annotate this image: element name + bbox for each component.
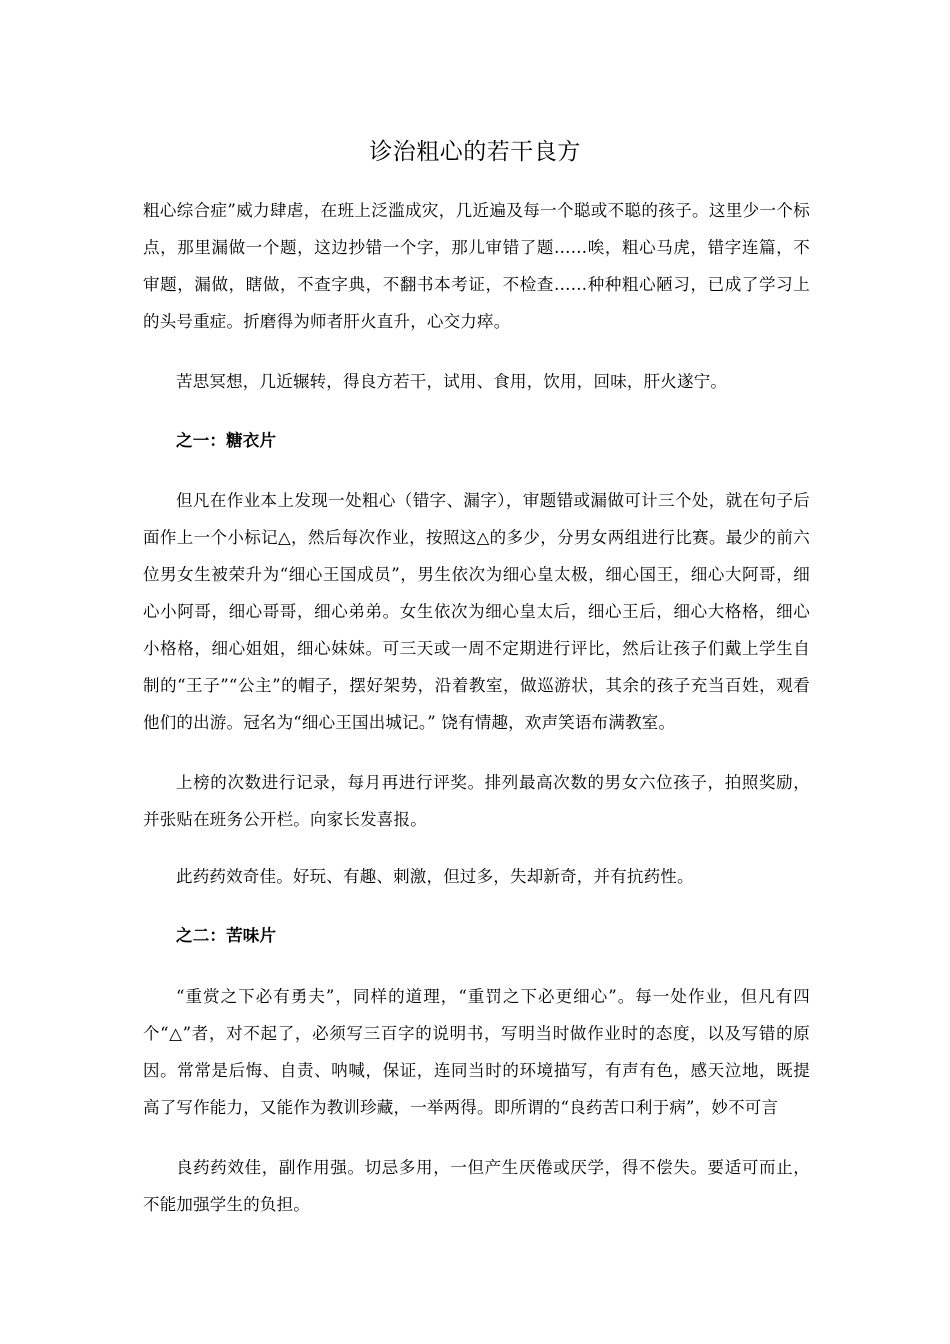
intro-paragraph-2: 苦思冥想，几近辗转，得良方若干，试用、食用，饮用，回味，肝火遂宁。: [176, 372, 728, 391]
section1-paragraph-1: 但凡在作业本上发现一处粗心（错字、漏字），审题错或漏做可计三个处，就在句子后面作上一个小标记△，然后每次作业，按照这△的多少，分男女两组进行比赛。最少的前六位男女生被荣升为“细心王国成员”，男生依次为细心皇太极，细心国王，细心大阿哥，细心小阿哥，细心哥哥，细心弟弟。女生依次为细心皇太后，细心王后，细心大格格，细心小格格，细心姐姐，细心妹妹。可三天或一周不定期进行评比，然后让孩子们戴上学生自制的“王子”“公主”的帽子，摆好架势，沿着教室，做巡游状，其余的孩子充当百姓，观看他们的出游。冠名为“细心王国出城记。” 饶有情趣，欢声笑语布满教室。: [143, 491, 810, 732]
section2-paragraph-1: “重赏之下必有勇夫”，同样的道理，“重罚之下必更细心”。每一处作业，但凡有四个“△”者，对不起了，必须写三百字的说明书，写明当时做作业时的态度，以及写错的原因。常常是后悔、自责、呐喊，保证，连同当时的环境描写，有声有色，感天泣地，既提高了写作能力，又能作为教训珍藏，一举两得。即所谓的“良药苦口利于病”，妙不可言: [143, 987, 810, 1117]
section-heading-2: 之二：苦味片: [176, 926, 277, 945]
section-heading-1: 之一：糖衣片: [176, 431, 277, 450]
intro-paragraph: 粗心综合症”威力肆虐，在班上泛滥成灾，几近遍及每一个聪或不聪的孩子。这里少一个标点，那里漏做一个题，这边抄错一个字，那儿审错了题……唉，粗心马虎，错字连篇，不审题，漏做，瞎做，不查字典，不翻书本考证，不检查……种种粗心陋习，已成了学习上的头号重症。折磨得为师者肝火直升，心交力瘁。: [143, 201, 810, 331]
section1-paragraph-2: 上榜的次数进行记录，每月再进行评奖。排列最高次数的男女六位孩子，拍照奖励，并张贴在班务公开栏。向家长发喜报。: [143, 773, 810, 829]
document-title: 诊治粗心的若干良方: [369, 139, 581, 165]
section2-paragraph-2: 良药药效佳，副作用强。切忌多用，一但产生厌倦或厌学，得不偿失。要适可而止，不能加强学生的负担。: [143, 1158, 810, 1214]
section1-paragraph-3: 此药药效奇佳。好玩、有趣、刺激，但过多，失却新奇，并有抗药性。: [176, 867, 694, 886]
